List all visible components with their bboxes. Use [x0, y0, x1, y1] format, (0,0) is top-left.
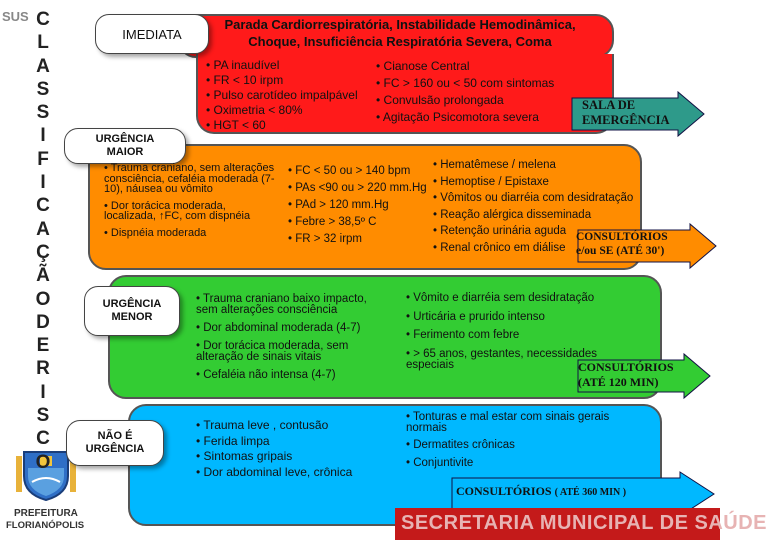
footer-text: SECRETARIA MUNICIPAL DE SAÚDE: [401, 512, 767, 534]
list-item: • Reação alérgica disseminada: [433, 208, 592, 221]
label-major: URGÊNCIA MAIOR: [64, 128, 186, 164]
vertical-title-letter: S: [36, 405, 50, 427]
major-signs-col2: [288, 163, 438, 248]
minor-signs-col1: [196, 294, 386, 388]
list-item: • Sintomas gripais: [196, 449, 293, 463]
list-item: • Agitação Psicomotora severa: [376, 110, 539, 124]
vertical-title-letter: D: [36, 311, 50, 333]
logo-city: FLORIANÓPOLIS: [6, 520, 85, 531]
list-item: • Dermatites crônicas: [406, 439, 515, 451]
list-item: • Febre > 38,5º C: [288, 216, 377, 228]
vertical-title-letter: Ç: [36, 241, 50, 263]
non-urgent-signs-col1: [196, 418, 396, 480]
vertical-title-letter: S: [36, 78, 50, 100]
vertical-title-letter: R: [36, 358, 50, 380]
list-item: • Trauma craniano, sem alterações consciência, cefaléia moderada (7-10), náusea ou vômito: [104, 162, 275, 195]
non-urgent-signs-col2: [406, 412, 626, 475]
vertical-title-letter: A: [36, 218, 50, 240]
list-item: • Trauma craniano baixo impacto, sem alterações consciência: [196, 293, 367, 316]
list-item: • Dor abdominal leve, crônica: [196, 464, 353, 479]
label-minor: URGÊNCIA MENOR: [84, 286, 180, 336]
vertical-title-letter: O: [35, 451, 51, 473]
vertical-title-letter: C: [36, 428, 50, 450]
list-item: • Convulsão prolongada: [376, 93, 504, 107]
vertical-title-letter: S: [36, 102, 50, 124]
vertical-title-letter: I: [40, 125, 46, 147]
vertical-title-letter: I: [40, 172, 46, 194]
vertical-title-letter: F: [37, 148, 49, 170]
list-item: • FC < 50 ou > 140 bpm: [288, 165, 411, 177]
list-item: • Cianose Central: [376, 59, 470, 73]
list-item: • Dor abdominal moderada (4-7): [196, 322, 361, 334]
list-item: • Cefaléia não intensa (4-7): [196, 369, 336, 381]
list-item: • Ferida limpa: [196, 433, 270, 448]
vertical-title-letter: A: [36, 55, 50, 77]
label-non-urgent: NÃO É URGÊNCIA: [66, 420, 164, 466]
destination-minor: CONSULTÓRIOS (ATÉ 120 MIN): [578, 360, 674, 389]
list-item: • FR < 10 irpm: [206, 73, 284, 87]
destination-immediate: SALA DE EMERGÊNCIA: [582, 98, 670, 127]
list-item: • Vômitos ou diarréia com desidratação: [433, 192, 634, 204]
destination-major: CONSULTÓRIOS e/ou SE (ATÉ 30'): [576, 231, 668, 257]
list-item: • Hematêmese / melena: [433, 159, 556, 171]
list-item: • > 65 anos, gestantes, necessidades especiais: [406, 347, 598, 371]
vertical-title-letter: C: [36, 9, 50, 30]
list-item: • Trauma leve , contusão: [196, 418, 329, 432]
list-item: • Tonturas e mal estar com sinais gerais normais: [406, 411, 610, 434]
list-item: • Hemoptise / Epistaxe: [433, 175, 549, 188]
list-item: • Renal crônico em diálise: [433, 241, 566, 254]
list-item: • Dispnéia moderada: [104, 226, 207, 239]
list-item: • Dor torácica moderada, sem alteração de sinais vitais: [196, 340, 349, 363]
list-item: • Oximetria < 80%: [206, 103, 303, 117]
logo-name: PREFEITURA: [14, 508, 78, 519]
list-item: • HGT < 60: [206, 118, 266, 132]
destination-non-urgent: CONSULTÓRIOS ( ATÉ 360 MIN ): [456, 484, 627, 498]
list-item: • FR > 32 irpm: [288, 233, 363, 245]
sus-logo: SUS: [2, 9, 29, 24]
vertical-title: [30, 8, 56, 474]
immediate-signs-col1: [206, 58, 376, 133]
list-item: • Vômito e diarréia sem desidratação: [406, 292, 595, 304]
list-item: • Ferimento com febre: [406, 329, 520, 341]
vertical-title-letter: C: [36, 195, 50, 217]
vertical-title-letter: Ã: [36, 265, 50, 287]
immediate-signs-col2: [376, 58, 576, 126]
vertical-title-letter: E: [36, 335, 50, 357]
list-item: • FC > 160 ou < 50 com sintomas: [376, 76, 555, 90]
major-signs-col1: [104, 163, 280, 244]
vertical-title-letter: I: [40, 381, 46, 403]
immediate-header: Parada Cardiorrespiratória, Instabilidade Hemodinâmica, Choque, Insuficiência Respiratória Severa, Coma: [224, 17, 576, 49]
list-item: • PAd > 120 mm.Hg: [288, 199, 389, 211]
label-immediate: IMEDIATA: [95, 14, 209, 54]
list-item: • PA inaudível: [206, 58, 280, 72]
list-item: • Pulso carotídeo impalpável: [206, 88, 358, 102]
list-item: • Conjuntivite: [406, 456, 474, 469]
list-item: • Urticária e prurido intenso: [406, 310, 545, 323]
list-item: • Retenção urinária aguda: [433, 225, 567, 237]
footer-banner: [395, 508, 767, 540]
vertical-title-letter: L: [37, 32, 49, 54]
list-item: • PAs <90 ou > 220 mm.Hg: [288, 182, 427, 194]
vertical-title-letter: O: [35, 288, 51, 310]
list-item: • Dor torácica moderada, localizada, ↑FC, com dispnéia: [104, 199, 251, 222]
